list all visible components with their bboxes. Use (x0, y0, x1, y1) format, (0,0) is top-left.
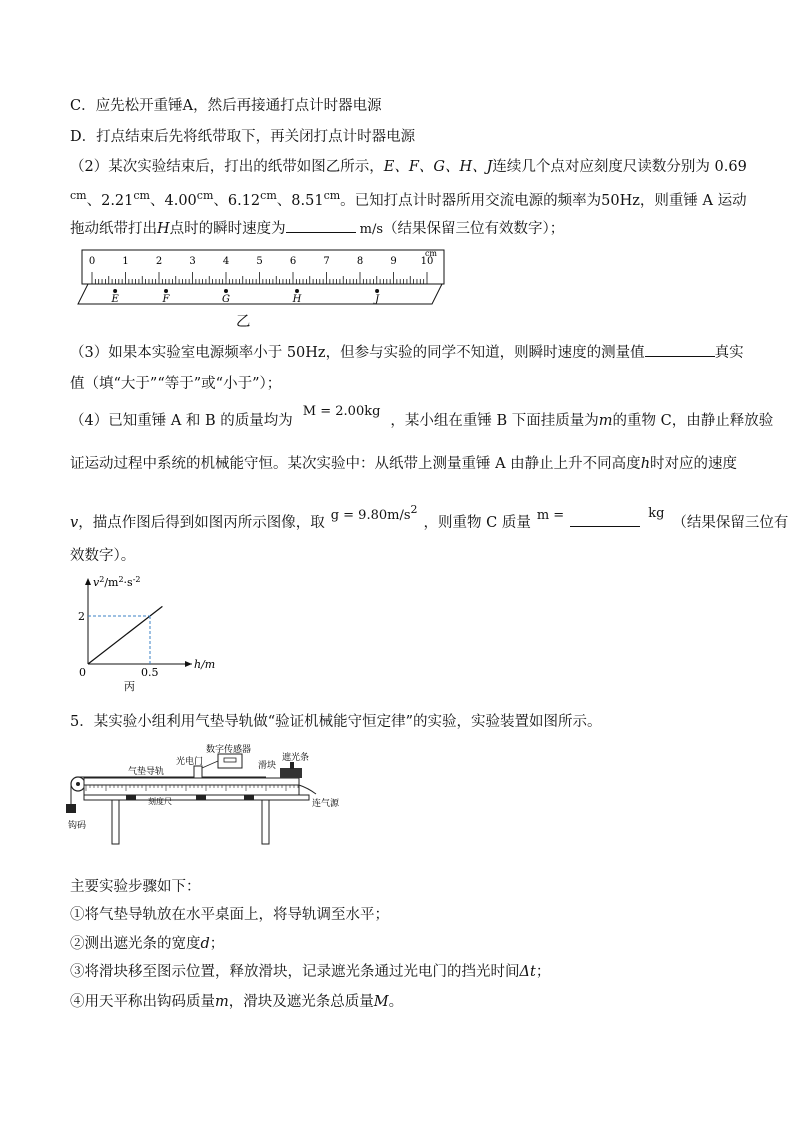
g-exponent: 2 (410, 503, 418, 516)
graph-caption: 丙 (124, 680, 135, 693)
y-axis-arrow (85, 578, 91, 585)
unit-kg: kg (648, 506, 665, 521)
reading-2: 、2.21 (86, 193, 134, 209)
unit-cm: cm (323, 189, 341, 202)
q4-line4: 效数字）。 (70, 548, 136, 564)
pulley-axle (76, 782, 80, 786)
ruler-tick-label: 9 (390, 256, 397, 267)
tape-point-label: J (375, 294, 380, 305)
hook-weight (66, 804, 76, 813)
var-d: d (200, 936, 210, 952)
series-line (88, 606, 162, 664)
x-axis-arrow (185, 661, 192, 667)
shading-strip (290, 762, 294, 769)
scale-bar (84, 785, 299, 795)
ruler-tick-label: 0 (88, 256, 96, 267)
air-track (84, 778, 299, 785)
q2-text: （结果保留三位有效数字）； (383, 221, 565, 237)
ruler (78, 249, 444, 305)
ruler-tick-label: 10 (420, 256, 434, 267)
step-text: ②测出遮光条的宽度 (70, 936, 201, 952)
tape-dot-H (295, 289, 299, 293)
y-axis-label: $v^2/m^2\cdot s^{-2}$ (93, 575, 141, 589)
q2-line1 (70, 157, 747, 177)
label-strip: 遮光条 (282, 753, 310, 763)
q2-line2 (70, 186, 747, 211)
vh-graph (66, 572, 236, 697)
label-photogate: 光电门 (176, 757, 204, 767)
label-slider: 滑块 (258, 761, 277, 771)
tape-dot-F (164, 289, 168, 293)
ruler-tick-label: 1 (122, 256, 129, 267)
m-equals: m = (536, 508, 565, 523)
step-text: ③将滑块移至图示位置，释放滑块，记录遮光条通过光电门的挡光时间 (70, 964, 520, 980)
ruler-figure (70, 246, 450, 331)
y-tick-label: 2 (78, 610, 85, 623)
answer-blank[interactable] (645, 342, 715, 357)
q4-text: 的重物 C，由静止释放验 (612, 413, 774, 429)
tape-dot-E (113, 289, 117, 293)
slider (280, 768, 302, 778)
q2-text: （2）某次实验结束后，打出的纸带如图乙所示， (70, 159, 384, 175)
answer-blank[interactable] (570, 512, 640, 527)
step-3 (70, 962, 550, 982)
step-text: 。 (388, 994, 404, 1010)
track-foot (126, 795, 136, 800)
tape-dot-J (375, 289, 379, 293)
x-tick-label: 0.5 (141, 666, 159, 679)
h-letter: h (640, 456, 651, 472)
ruler-tick-label: 4 (222, 256, 230, 267)
q3-text: （3）如果本实验室电源频率小于 50Hz，但参与实验的同学不知道，则瞬时速度的测量值 (70, 345, 645, 361)
x-axis-label: h/m (194, 658, 216, 671)
q4-text: 时对应的速度 (650, 456, 738, 472)
q2-text: 。已知打点计时器所用交流电源的频率为50Hz，则重锤 A 运动 (340, 193, 747, 209)
photogate (194, 766, 202, 778)
q4-text: （4）已知重锤 A 和 B 的质量均为 (70, 413, 293, 429)
var-m: m (215, 994, 229, 1010)
tape-point-label: H (292, 294, 302, 305)
tape-point-label: G (222, 294, 230, 305)
sensor-display (224, 758, 236, 762)
tape-point-label: F (162, 294, 170, 305)
table-leg-right (262, 800, 269, 844)
q4-text: ，描点作图后得到如图丙所示图像，取 (78, 515, 325, 531)
g-formula: g = 9.80m/s (330, 508, 411, 523)
track-foot (196, 795, 206, 800)
q4-text: ，某小组在重锤 B 下面挂质量为 (390, 413, 599, 429)
table-leg-left (112, 800, 119, 844)
air-pipe (299, 785, 316, 794)
label-air: 连气源 (312, 799, 340, 809)
q2-line3 (70, 218, 564, 240)
unit-cm: cm (260, 189, 277, 202)
answer-blank[interactable] (286, 218, 356, 233)
ruler-unit: cm (424, 249, 438, 258)
q4-line1 (70, 404, 774, 432)
ruler-tick-label: 7 (323, 256, 330, 267)
q4-text: （结果保留三位有 (672, 515, 789, 531)
mass-formula: M = 2.00kg (302, 404, 381, 419)
q4-line3 (70, 503, 789, 534)
ruler-tick-label: 6 (289, 256, 297, 267)
q3-text: 真实 (714, 345, 744, 361)
reading-3: 、4.00 (149, 193, 197, 209)
var-M: M (373, 994, 389, 1010)
m-letter: m (598, 413, 613, 429)
q2-text: 点时的瞬时速度为 (169, 221, 286, 237)
label-weight: 钩码 (68, 821, 87, 831)
q3-line2: 值（填“大于”“等于”或“小于”）； (70, 376, 282, 392)
q5-title: 5．某实验小组利用气垫导轨做“验证机械能守恒定律”的实验，实验装置如图所示。 (70, 714, 602, 730)
unit-cm: cm (196, 189, 214, 202)
reading-4: 、6.12 (213, 193, 261, 209)
v-letter: v (70, 515, 79, 531)
tape-dot-G (224, 289, 228, 293)
track-foot (244, 795, 254, 800)
q2-text: 连续几个点对应刻度尺读数分别为 0.69 (492, 159, 747, 175)
unit-cm: cm (70, 189, 87, 202)
option-d: D．打点结束后先将纸带取下，再关闭打点计时器电源 (70, 129, 416, 145)
unit-cm: cm (133, 189, 150, 202)
q4-text: ，则重物 C 质量 (423, 515, 531, 531)
q4-text: 证运动过程中系统的机械能守恒。某次实验中：从纸带上测量重锤 A 由静止上升不同高度 (70, 456, 641, 472)
step-2 (70, 934, 224, 954)
air-track-apparatus (66, 744, 366, 856)
step-text: ，滑块及遮光条总质量 (228, 994, 374, 1010)
q4-line2 (70, 454, 737, 474)
step-text: ； (535, 964, 551, 980)
option-c: C．应先松开重锤A，然后再接通打点计时器电源 (70, 98, 382, 114)
paper-tape (78, 284, 442, 304)
q2-points: E、F、G、H、J (383, 159, 493, 175)
tape-point-label: E (111, 294, 119, 305)
q3-line1 (70, 342, 744, 363)
label-rail: 气垫导轨 (128, 767, 165, 777)
step-text: ； (209, 936, 225, 952)
ruler-tick-label: 5 (256, 256, 263, 267)
ruler-caption: 乙 (236, 314, 251, 330)
label-scale: 刻度尺 (148, 797, 172, 806)
q2-text: 拖动纸带打出 (70, 221, 157, 237)
h-letter: H (157, 221, 170, 237)
sensor-wire (202, 761, 218, 768)
origin-label: 0 (79, 666, 86, 679)
ruler-tick-label: 3 (189, 256, 196, 267)
step-4 (70, 992, 403, 1012)
step-text: ④用天平称出钩码质量 (70, 994, 215, 1010)
unit-ms: m/s (359, 222, 384, 237)
steps-title: 主要实验步骤如下： (70, 879, 201, 895)
reading-5: 、8.51 (276, 193, 324, 209)
ruler-tick-label: 2 (155, 256, 163, 267)
var-delta-t: Δt (519, 964, 536, 980)
label-sensor: 数字传感器 (206, 745, 252, 755)
step-1: ①将气垫导轨放在水平桌面上，将导轨调至水平； (70, 907, 389, 923)
ruler-tick-label: 8 (356, 256, 364, 267)
